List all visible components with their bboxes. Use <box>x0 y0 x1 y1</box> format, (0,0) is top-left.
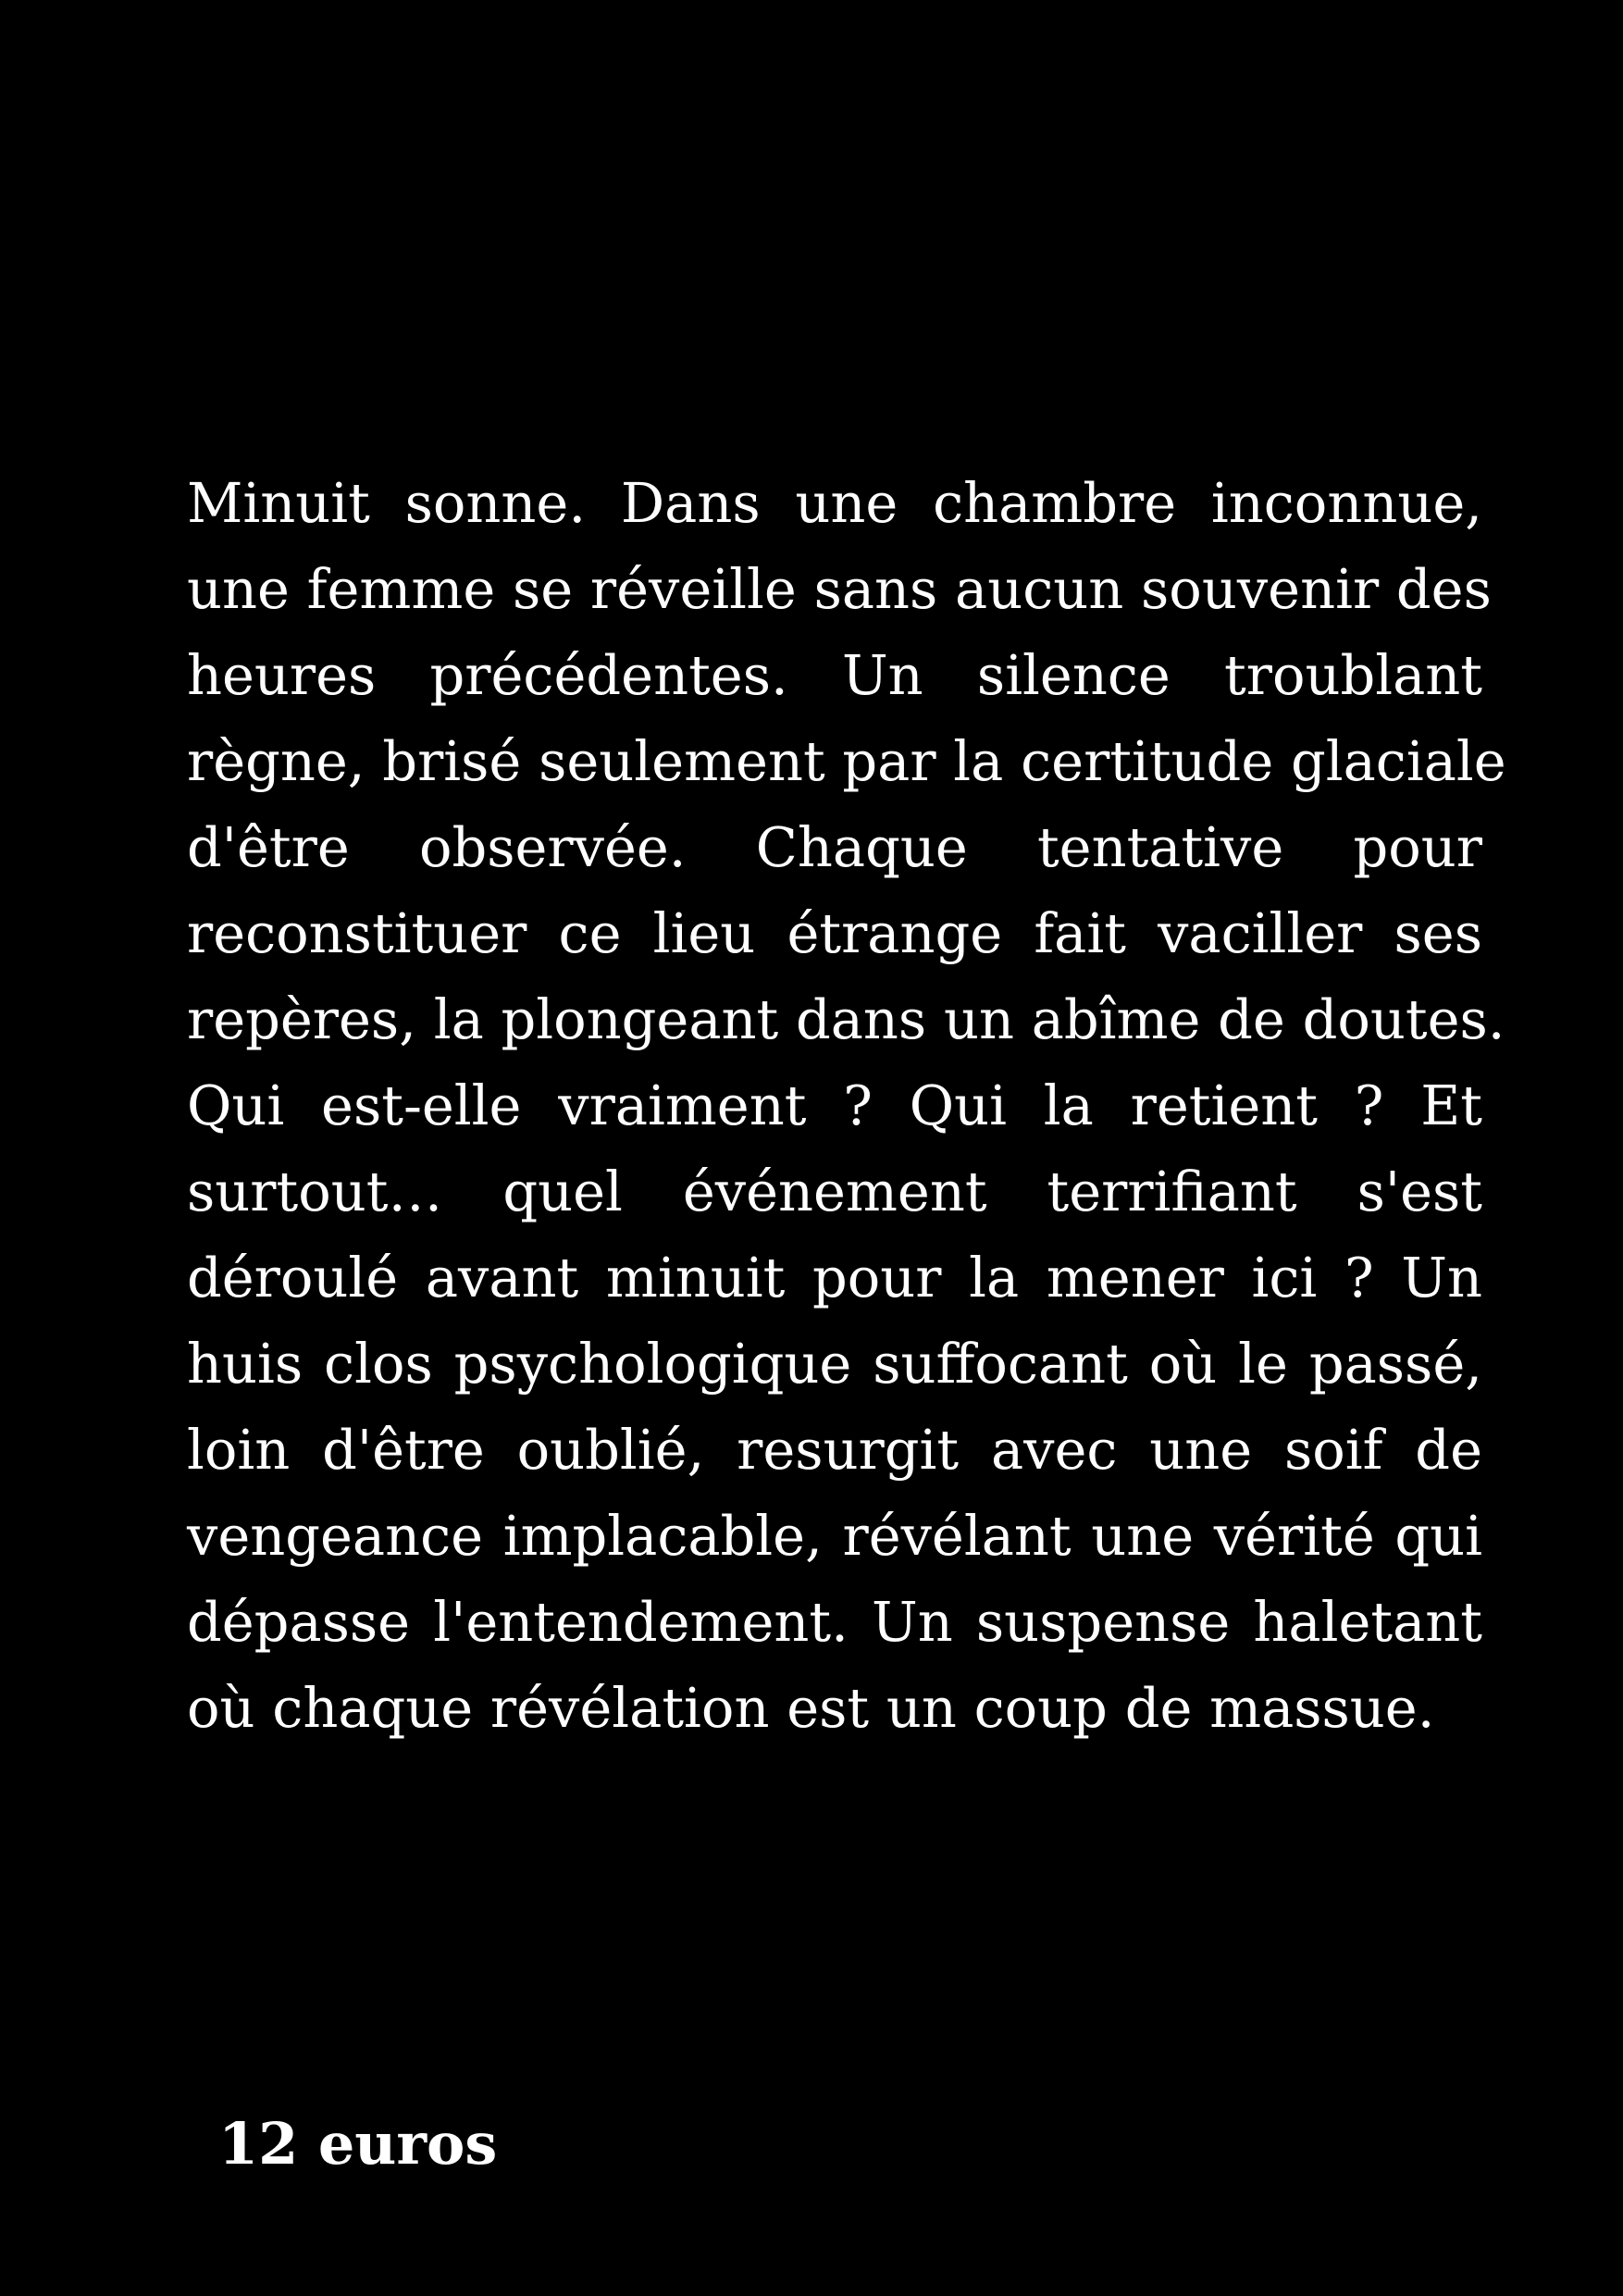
synopsis-line: heures précédentes. Un silence troublant <box>187 643 1482 707</box>
synopsis-line: déroulé avant minuit pour la mener ici ? Un <box>187 1246 1482 1309</box>
synopsis-line: dépasse l'entendement. Un suspense haletant <box>187 1590 1482 1654</box>
synopsis-line: d'être observée. Chaque tentative pour <box>187 815 1482 879</box>
synopsis-line: Minuit sonne. Dans une chambre inconnue, <box>187 471 1482 535</box>
synopsis-line: Qui est-elle vraiment ? Qui la retient ? Et <box>187 1074 1482 1137</box>
synopsis-line: huis clos psychologique suffocant où le passé, <box>187 1332 1482 1396</box>
price-label: 12 euros <box>218 2110 498 2178</box>
synopsis-line: repères, la plongeant dans un abîme de doutes. <box>187 987 1505 1051</box>
synopsis-line: une femme se réveille sans aucun souvenir des <box>187 557 1492 621</box>
synopsis-line: reconstituer ce lieu étrange fait vaciller ses <box>187 901 1482 965</box>
synopsis-line: surtout… quel événement terrifiant s'est <box>187 1160 1482 1223</box>
synopsis-text <box>187 460 1506 1751</box>
synopsis-line: vengeance implacable, révélant une vérité qui <box>187 1504 1482 1568</box>
synopsis-line: règne, brisé seulement par la certitude glaciale <box>187 729 1506 793</box>
synopsis-line: où chaque révélation est un coup de massue. <box>187 1676 1435 1740</box>
synopsis-line: loin d'être oublié, resurgit avec une soif de <box>187 1418 1482 1482</box>
